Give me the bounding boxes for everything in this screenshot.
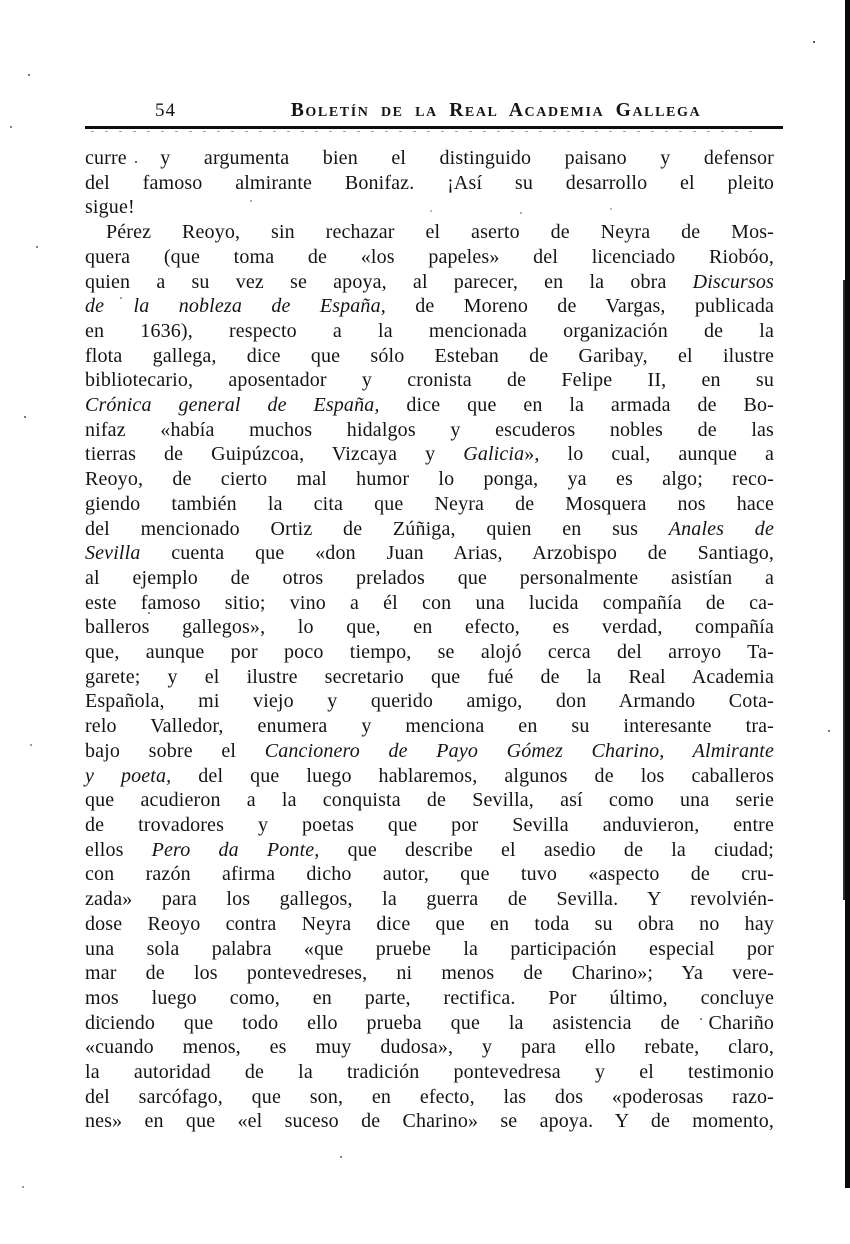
- text-line: «cuando menos, es muy dudosa», y para ello rebate, claro,: [85, 1036, 774, 1059]
- paragraph: [85, 146, 774, 220]
- text-line: balleros gallegos», lo que, en efecto, es verdad, compañía: [85, 616, 774, 639]
- text-line: una sola palabra «que pruebe la participación especial por: [85, 937, 774, 960]
- text-line: quera (que toma de «los papeles» del licenciado Riobóo,: [85, 245, 774, 268]
- text-line: del sarcófago, que son, en efecto, las dos «poderosas razo-: [85, 1085, 774, 1108]
- text-line: del famoso almirante Bonifaz. ¡Así su desarrollo el pleito: [85, 171, 774, 194]
- text-line: ellos Pero da Ponte, que describe el asedio de la ciudad;: [85, 838, 774, 861]
- text-line: garete; y el ilustre secretario que fué de la Real Academia: [85, 665, 774, 688]
- text-line: flota gallega, dice que sólo Esteban de Garibay, el ilustre: [85, 344, 774, 367]
- text-line: Crónica general de España, dice que en la armada de Bo-: [85, 394, 774, 417]
- text-line: dose Reoyo contra Neyra dice que en toda su obra no hay: [85, 912, 774, 935]
- scan-edge-artifact: [845, 0, 850, 1188]
- text-line: bibliotecario, aposentador y cronista de Felipe II, en su: [85, 369, 774, 392]
- text-line: de trovadores y poetas que por Sevilla anduvieron, entre: [85, 813, 774, 836]
- text-line: bajo sobre el Cancionero de Payo Gómez Charino, Almirante: [85, 739, 775, 762]
- text-line: de la nobleza de España, de Moreno de Vargas, publicada: [85, 295, 774, 318]
- text-line: Pérez Reoyo, sin rechazar el aserto de Neyra de Mos-: [106, 221, 774, 244]
- text-line: diciendo que todo ello prueba que la asistencia de Chariño: [85, 1011, 774, 1034]
- text-line: del mencionado Ortiz de Zúñiga, quien en sus Anales de: [85, 517, 774, 540]
- text-line: que acudieron a la conquista de Sevilla, así como una serie: [85, 789, 774, 812]
- text-line: Española, mi viejo y querido amigo, don Armando Cota-: [85, 690, 774, 713]
- running-title: Boletín de la Real Academia Gallega: [290, 100, 702, 121]
- text-line: giendo también la cita que Neyra de Mosquera nos hace: [85, 492, 774, 515]
- text-line: la autoridad de la tradición pontevedresa y el testimonio: [85, 1061, 774, 1084]
- text-line: Sevilla cuenta que «don Juan Arias, Arzobispo de Santiago,: [85, 542, 774, 565]
- page-number: 54: [155, 100, 176, 121]
- text-line: Reoyo, de cierto mal humor lo ponga, ya es algo; reco-: [85, 468, 774, 491]
- scan-noise: [0, 0, 2, 2]
- page-body: [85, 146, 774, 1134]
- text-line: nes» en que «el suceso de Charino» se apoya. Y de momento,: [85, 1110, 774, 1133]
- text-line: con razón afirma dicho autor, que tuvo «aspecto de cru-: [85, 863, 774, 886]
- text-line: en 1636), respecto a la mencionada organización de la: [85, 319, 774, 342]
- text-line: relo Valledor, enumera y menciona en su interesante tra-: [85, 715, 774, 738]
- page-header: [85, 100, 783, 126]
- paragraph: [85, 220, 774, 1134]
- text-line: este famoso sitio; vino a él con una lucida compañía de ca-: [85, 591, 774, 614]
- text-line: mar de los pontevedreses, ni menos de Charino»; Ya vere-: [85, 962, 774, 985]
- text-line: zada» para los gallegos, la guerra de Sevilla. Y revolvién-: [85, 888, 774, 911]
- text-line: tierras de Guipúzcoa, Vizcaya y Galicia», lo cual, aunque a: [85, 443, 774, 466]
- text-line: que, aunque por poco tiempo, se alojó cerca del arroyo Ta-: [85, 641, 774, 664]
- header-rule: [85, 126, 783, 129]
- text-line: y poeta, del que luego hablaremos, algunos de los caballeros: [85, 764, 775, 787]
- text-line: mos luego como, en parte, rectifica. Por último, concluye: [85, 986, 774, 1009]
- text-line: sigue!: [85, 196, 135, 219]
- text-line: nifaz «había muchos hidalgos y escuderos nobles de las: [85, 418, 774, 441]
- text-line: curre y argumenta bien el distinguido paisano y defensor: [85, 147, 774, 169]
- text-line: quien a su vez se apoya, al parecer, en la obra Discursos: [85, 270, 774, 293]
- text-line: al ejemplo de otros prelados que personalmente asistían a: [85, 566, 774, 589]
